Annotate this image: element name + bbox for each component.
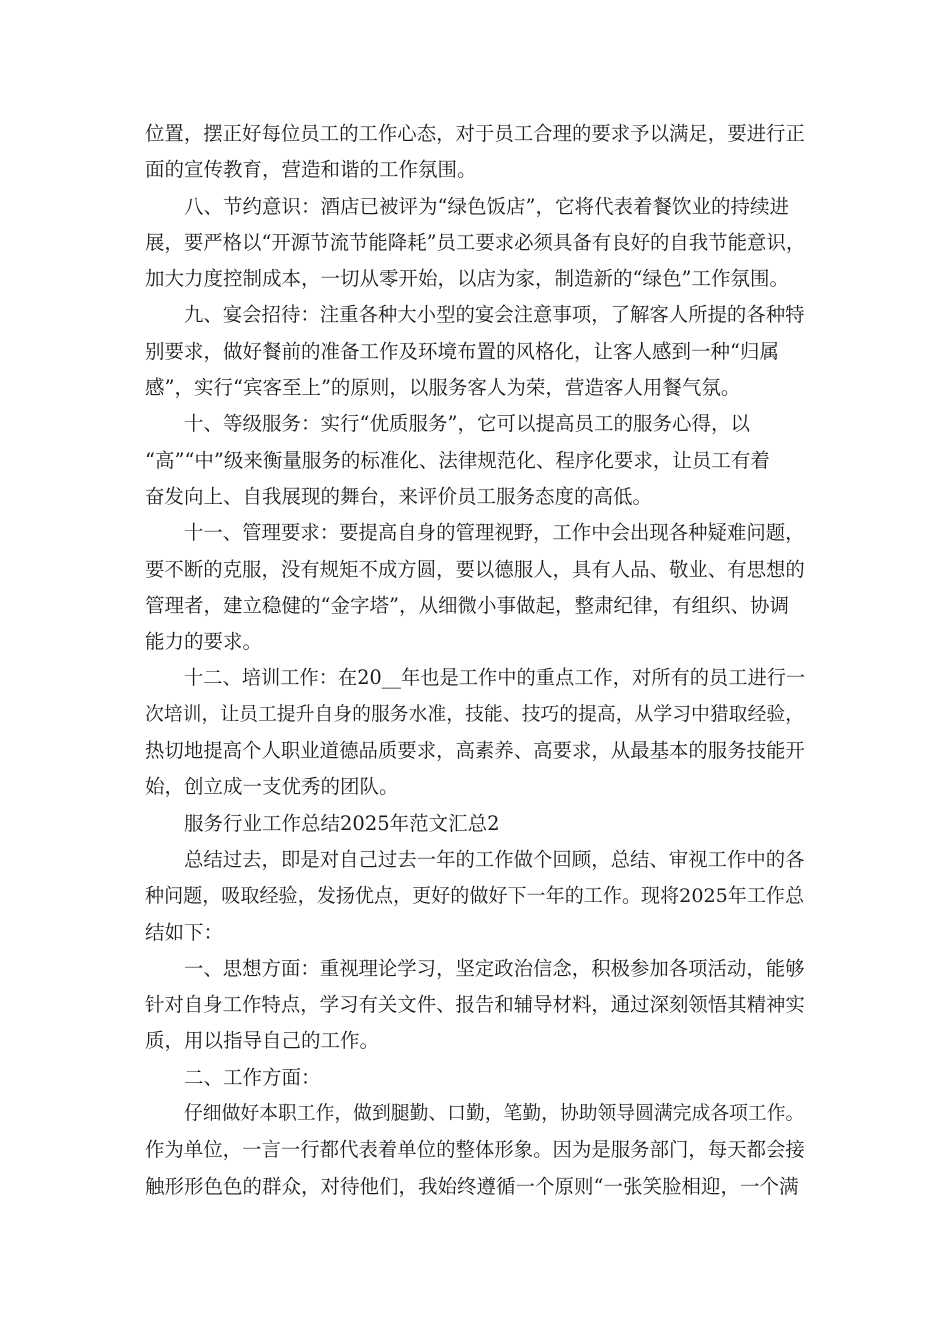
text-line: 位置，摆正好每位员工的工作心态，对于员工合理的要求予以满足，要进行正 [145, 122, 805, 145]
text-line: 总结过去，即是对自己过去一年的工作做个回顾，总结、审视工作中的各 [184, 847, 805, 871]
text-line: 加大力度控制成本，一切从零开始，以店为家，制造新的“绿色”工作氛围。 [145, 267, 789, 291]
text-line: 热切地提高个人职业道德品质要求，高素养、高要求，从最基本的服务技能开 [145, 739, 805, 763]
text-line: 二、工作方面： [184, 1065, 321, 1089]
text-line: “高”“中”级来衡量服务的标准化、法律规范化、程序化要求，让员工有着 [145, 448, 770, 472]
section-heading: 服务行业工作总结2025年范文汇总2 [184, 811, 500, 835]
text-line: 触形形色色的群众，对待他们，我始终遵循一个原则“一张笑脸相迎，一个满 [145, 1174, 799, 1198]
text-line: 别要求，做好餐前的准备工作及环境布置的风格化，让客人感到一种“归属 [145, 339, 779, 363]
text-line: 一、思想方面：重视理论学习，坚定政治信念，积极参加各项活动，能够 [184, 956, 805, 980]
text-line: 九、宴会招待：注重各种大小型的宴会注意事项，了解客人所提的各种特 [184, 303, 805, 327]
text-line: 作为单位，一言一行都代表着单位的整体形象。因为是服务部门，每天都会接 [145, 1138, 805, 1162]
text-line: 奋发向上、自我展现的舞台，来评价员工服务态度的高低。 [145, 484, 653, 508]
text-line: 种问题，吸取经验，发扬优点，更好的做好下一年的工作。现将2025年工作总 [145, 884, 805, 908]
text-line: 仔细做好本职工作，做到腿勤、口勤，笔勤，协助领导圆满完成各项工作。 [184, 1103, 805, 1125]
text-line: 能力的要求。 [145, 630, 263, 654]
text-line: 十一、管理要求：要提高自身的管理视野，工作中会出现各种疑难问题， [184, 521, 805, 545]
text-line: 管理者，建立稳健的“金字塔”，从细微小事做起，整肃纪律，有组织、协调 [145, 593, 789, 617]
document-body [145, 116, 805, 1205]
text-line: 质，用以指导自己的工作。 [145, 1029, 380, 1053]
text-line: 针对自身工作特点，学习有关文件、报告和辅导材料，通过深刻领悟其精神实 [145, 993, 805, 1017]
text-line: 展，要严格以“开源节流节能降耗”员工要求必须具备有良好的自我节能意识， [145, 230, 806, 254]
text-line: 结如下： [145, 920, 224, 944]
text-line: 始，创立成一支优秀的团队。 [145, 775, 399, 799]
text-line: 八、节约意识：酒店已被评为“绿色饭店”，它将代表着餐饮业的持续进 [184, 194, 789, 218]
text-line: 次培训，让员工提升自身的服务水准，技能、技巧的提高，从学习中猎取经验， [145, 703, 804, 725]
text-line: 要不断的克服，没有规矩不成方圆，要以德服人，具有人品、敬业、有思想的 [145, 557, 805, 581]
text-line: 十二、培训工作：在20__年也是工作中的重点工作，对所有的员工进行一 [184, 666, 806, 690]
text-line: 感”，实行“宾客至上”的原则，以服务客人为荣，营造客人用餐气氛。 [145, 376, 741, 400]
text-line: 十、等级服务：实行“优质服务”，它可以提高员工的服务心得，以 [184, 412, 750, 436]
text-line: 面的宣传教育，营造和谐的工作氛围。 [145, 158, 477, 182]
